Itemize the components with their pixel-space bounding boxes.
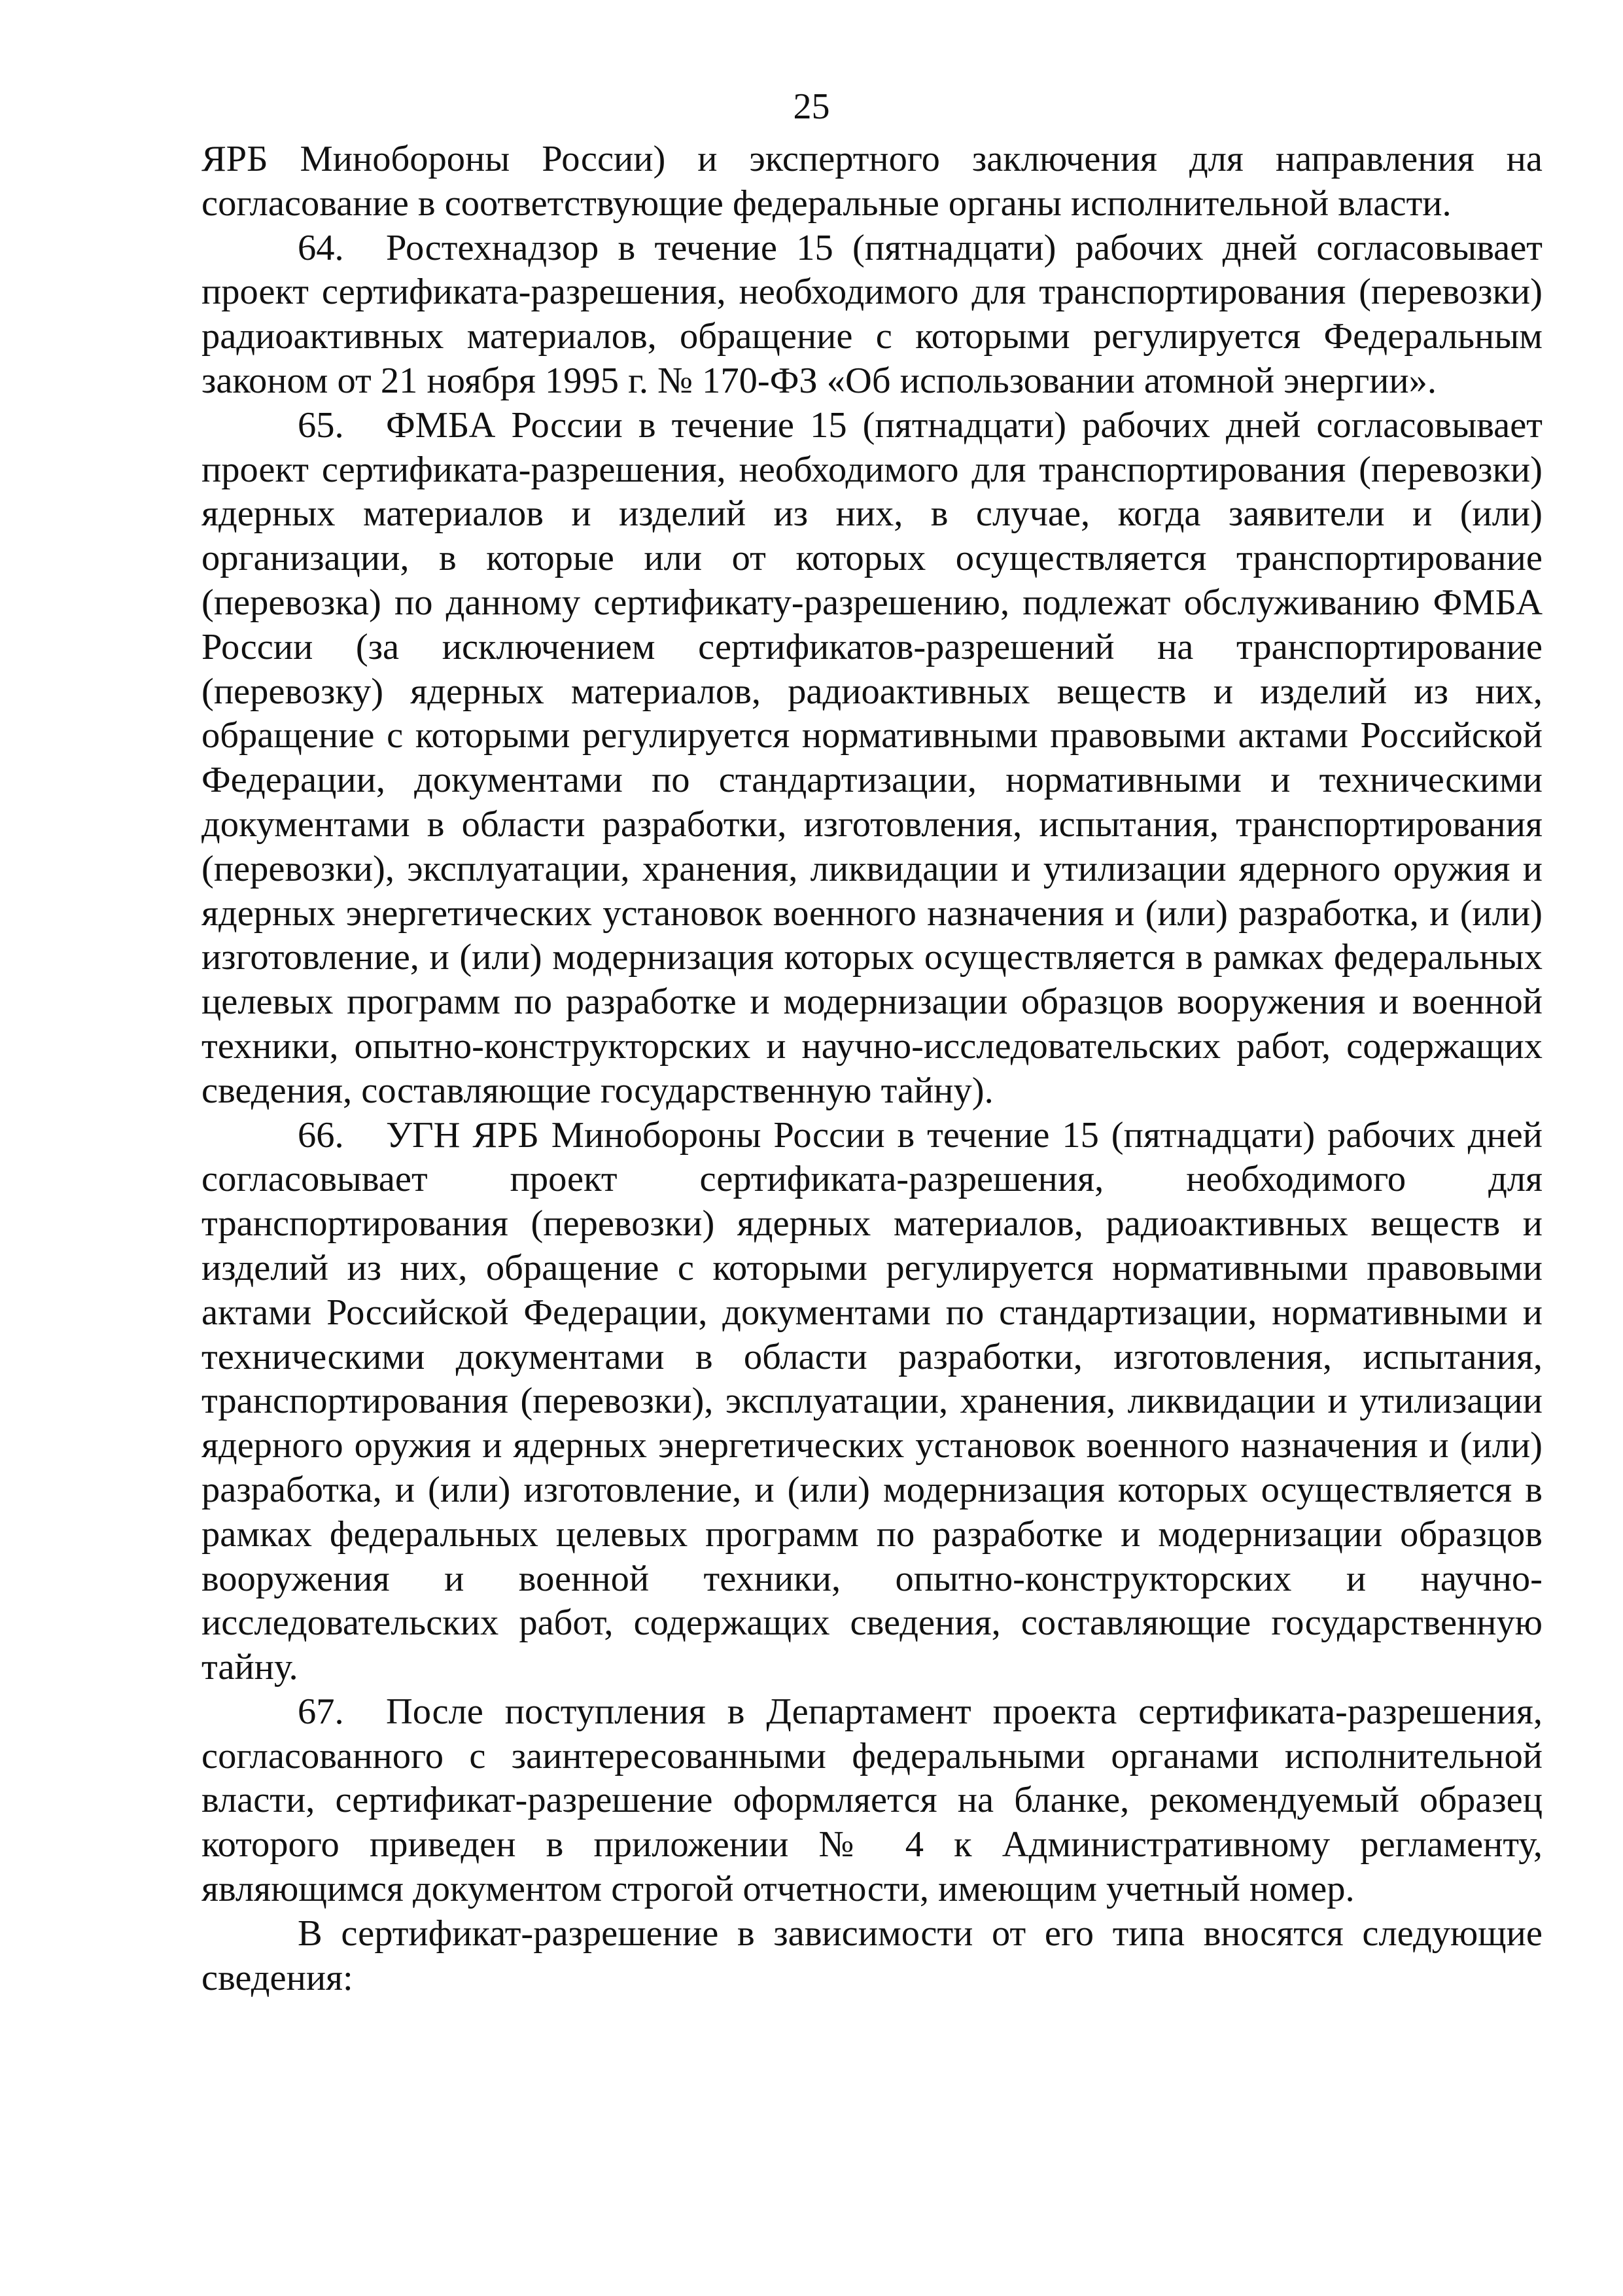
paragraph-65	[201, 404, 1543, 1114]
paragraph-66	[201, 1114, 1543, 1690]
paragraph-67	[201, 1690, 1543, 1912]
page-number: 25	[793, 86, 830, 127]
paragraph-number: 64.	[298, 227, 344, 268]
paragraph-text: После поступления в Департамент проекта сертификата-разрешения, согласованного с заинтересованными федеральными органами исполнительной власти, сертификат-разрешение оформляется на бланке, рекомендуемый образец которого приведен в приложении № 4 к Административному регламенту, являющимся документом строгой отчетности, имеющим учетный номер.	[201, 1691, 1543, 1910]
paragraph-text: Ростехнадзор в течение 15 (пятнадцати) рабочих дней согласовывает проект сертификата-разрешения, необходимого для транспортирования (перевозки) радиоактивных материалов, обращение с которыми регулируется Федеральным законом от 21 ноября 1995 г. № 170-ФЗ «Об использовании атомной энергии».	[201, 227, 1543, 401]
paragraph-text: УГН ЯРБ Минобороны России в течение 15 (пятнадцати) рабочих дней согласовывает проект сертификата-разрешения, необходимого для транспортирования (перевозки) ядерных материалов, радиоактивных веществ и изделий из них, обращение с которыми регулируется нормативными правовыми актами Российской Федерации, документами по стандартизации, нормативными и техническими документами в области разработки, изготовления, испытания, транспортирования (перевозки), эксплуатации, хранения, ликвидации и утилизации ядерного оружия и ядерных энергетических установок военного назначения и (или) разработка, и (или) изготовление, и (или) модернизация которых осуществляется в рамках федеральных целевых программ по разработке и модернизации образцов вооружения и военной техники, опытно-конструкторских и научно-исследовательских работ, содержащих сведения, составляющие государственную тайну.	[201, 1114, 1543, 1688]
paragraph-text: ЯРБ Минобороны России) и экспертного заключения для направления на согласование в соответствующие федеральные органы исполнительной власти.	[201, 139, 1543, 224]
paragraph-continuation	[201, 137, 1543, 226]
paragraph-text: В сертификат-разрешение в зависимости от его типа вносятся следующие сведения:	[201, 1913, 1543, 1998]
paragraph-text: ФМБА России в течение 15 (пятнадцати) рабочих дней согласовывает проект сертификата-разрешения, необходимого для транспортирования (перевозки) ядерных материалов и изделий из них, в случае, когда заявители и (или) организации, в которые или от которых осуществляется транспортирование (перевозка) по данному сертификату-разрешению, подлежат обслуживанию ФМБА России (за исключением сертификатов-разрешений на транспортирование (перевозку) ядерных материалов, радиоактивных веществ и изделий из них, обращение с которыми регулируется нормативными правовыми актами Российской Федерации, документами по стандартизации, нормативными и техническими документами в области разработки, изготовления, испытания, транспортирования (перевозки), эксплуатации, хранения, ликвидации и утилизации ядерного оружия и ядерных энергетических установок военного назначения и (или) разработка, и (или) изготовление, и (или) модернизация которых осуществляется в рамках федеральных целевых программ по разработке и модернизации образцов вооружения и военной техники, опытно-конструкторских и научно-исследовательских работ, содержащих сведения, составляющие государственную тайну).	[201, 404, 1543, 1111]
paragraph-number: 67.	[298, 1691, 344, 1732]
paragraph-64	[201, 226, 1543, 404]
paragraph-number: 66.	[298, 1114, 344, 1156]
document-body	[201, 137, 1543, 2000]
paragraph-number: 65.	[298, 404, 344, 446]
paragraph-67-continuation	[201, 1912, 1543, 2001]
